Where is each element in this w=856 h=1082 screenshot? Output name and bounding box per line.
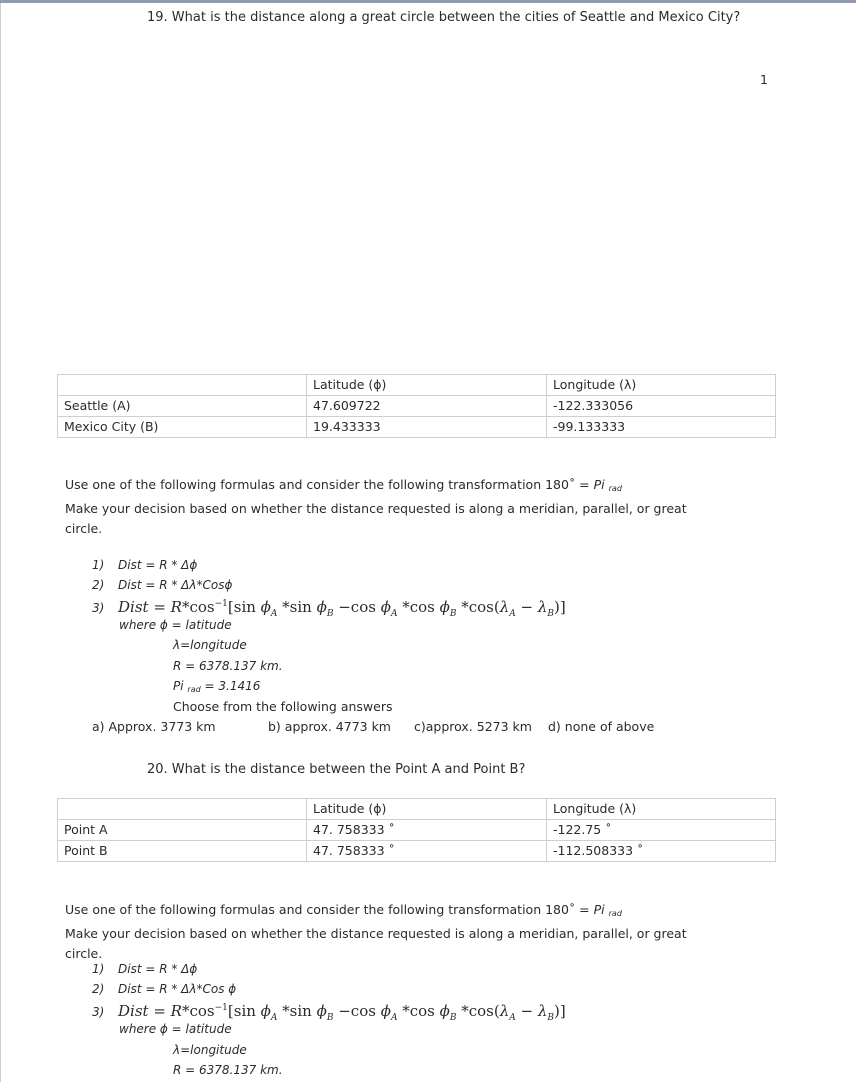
formula-2 bbox=[92, 982, 236, 996]
pi-value: = 3.1416 bbox=[200, 679, 261, 693]
coordinates-table-19 bbox=[57, 374, 776, 438]
radius-note: R = 6378.137 km. bbox=[173, 659, 283, 673]
formula-3 bbox=[92, 1002, 566, 1023]
instruction-line bbox=[65, 900, 745, 924]
list-number: 2) bbox=[92, 982, 105, 996]
latitude-cell: 19.433333 bbox=[307, 417, 547, 438]
instruction-line bbox=[65, 475, 745, 499]
table-header-longitude: Longitude (λ) bbox=[547, 375, 776, 396]
city-name-cell: Mexico City (B) bbox=[58, 417, 307, 438]
great-circle-formula: Dist = $R*\cos^{-1}[\sin$ $\phi_A$ *sin $\phi_B -\cos$ $\phi_A$ *cos $\phi_B$ $*\cos(\lambda_A - \lambda_B)$] bbox=[118, 598, 566, 619]
formula-text: Dist = R * Δϕ bbox=[118, 558, 198, 572]
list-number: 1) bbox=[92, 558, 105, 572]
answer-a: a) Approx. 3773 km bbox=[92, 719, 216, 734]
instruction-line: circle. bbox=[65, 521, 103, 536]
table-header-row bbox=[58, 375, 776, 396]
table-header-latitude: Latitude (ϕ) bbox=[307, 375, 547, 396]
pi-symbol: Pi bbox=[593, 477, 605, 492]
coordinates-table-20 bbox=[57, 798, 776, 862]
formula-2 bbox=[92, 578, 232, 592]
formula-text: Dist = R * Δλ*Cosϕ bbox=[118, 578, 233, 592]
instruction-line: Make your decision based on whether the distance requested is along a meridian, parallel, or great bbox=[65, 926, 687, 941]
pi-symbol: Pi bbox=[593, 902, 605, 917]
table-header-cell bbox=[58, 375, 307, 396]
instructions-20 bbox=[65, 900, 745, 964]
window-top-bar bbox=[0, 0, 856, 3]
list-number: 1) bbox=[92, 962, 105, 976]
longitude-cell: -122.333056 bbox=[547, 396, 776, 417]
pi-symbol: Pi bbox=[173, 679, 184, 693]
question-19-title: 19. What is the distance along a great circle between the cities of Seattle and Mexico City? bbox=[147, 10, 741, 25]
formula-1 bbox=[92, 962, 197, 976]
question-20-title: 20. What is the distance between the Point A and Point B? bbox=[147, 762, 526, 777]
point-name-cell: Point B bbox=[58, 841, 307, 862]
rad-subscript: rad bbox=[187, 685, 201, 694]
rad-subscript: rad bbox=[608, 909, 622, 918]
table-row bbox=[58, 396, 776, 417]
formula-text: Dist = R * Δλ*Cos ϕ bbox=[118, 982, 237, 996]
table-header-row bbox=[58, 799, 776, 820]
where-phi-note: where ϕ = latitude bbox=[119, 618, 232, 632]
instructions-19 bbox=[65, 475, 745, 539]
instruction-line: Make your decision based on whether the distance requested is along a meridian, parallel, or great bbox=[65, 501, 687, 516]
instruction-text: Use one of the following formulas and consider the following transformation 180˚ = bbox=[65, 477, 594, 492]
answer-b: b) approx. 4773 km bbox=[268, 719, 391, 734]
instruction-line: circle. bbox=[65, 946, 103, 961]
formula-1 bbox=[92, 558, 197, 572]
answer-c: c)approx. 5273 km bbox=[414, 719, 532, 734]
table-header-latitude: Latitude (ϕ) bbox=[307, 799, 547, 820]
table-row bbox=[58, 841, 776, 862]
answer-d: d) none of above bbox=[548, 719, 655, 734]
where-phi-note: where ϕ = latitude bbox=[119, 1022, 232, 1036]
longitude-cell: -99.133333 bbox=[547, 417, 776, 438]
formula-3 bbox=[92, 598, 566, 619]
longitude-cell: -112.508333 ˚ bbox=[547, 841, 776, 862]
instruction-text: Use one of the following formulas and consider the following transformation 180˚ = bbox=[65, 902, 594, 917]
table-header-longitude: Longitude (λ) bbox=[547, 799, 776, 820]
latitude-cell: 47.609722 bbox=[307, 396, 547, 417]
table-row bbox=[58, 417, 776, 438]
great-circle-formula: Dist = $R*\cos^{-1}[\sin$ $\phi_A$ *sin $\phi_B -\cos$ $\phi_A$ *cos $\phi_B$ $*\cos(\lambda_A - \lambda_B)$] bbox=[118, 1002, 566, 1023]
choose-answers-label: Choose from the following answers bbox=[173, 699, 393, 714]
list-number: 2) bbox=[92, 578, 105, 592]
table-row bbox=[58, 820, 776, 841]
page-number: 1 bbox=[760, 72, 768, 87]
list-number: 3) bbox=[92, 601, 105, 615]
table-header-cell bbox=[58, 799, 307, 820]
lambda-note: λ=longitude bbox=[173, 638, 247, 652]
latitude-cell: 47. 758333 ˚ bbox=[307, 820, 547, 841]
city-name-cell: Seattle (A) bbox=[58, 396, 307, 417]
longitude-cell: -122.75 ˚ bbox=[547, 820, 776, 841]
point-name-cell: Point A bbox=[58, 820, 307, 841]
latitude-cell: 47. 758333 ˚ bbox=[307, 841, 547, 862]
rad-subscript: rad bbox=[608, 484, 622, 493]
list-number: 3) bbox=[92, 1005, 105, 1019]
pi-value-note bbox=[173, 679, 260, 694]
formula-text: Dist = R * Δϕ bbox=[118, 962, 198, 976]
radius-note: R = 6378.137 km. bbox=[173, 1063, 283, 1077]
page-left-edge bbox=[0, 3, 1, 1082]
lambda-note: λ=longitude bbox=[173, 1043, 247, 1057]
